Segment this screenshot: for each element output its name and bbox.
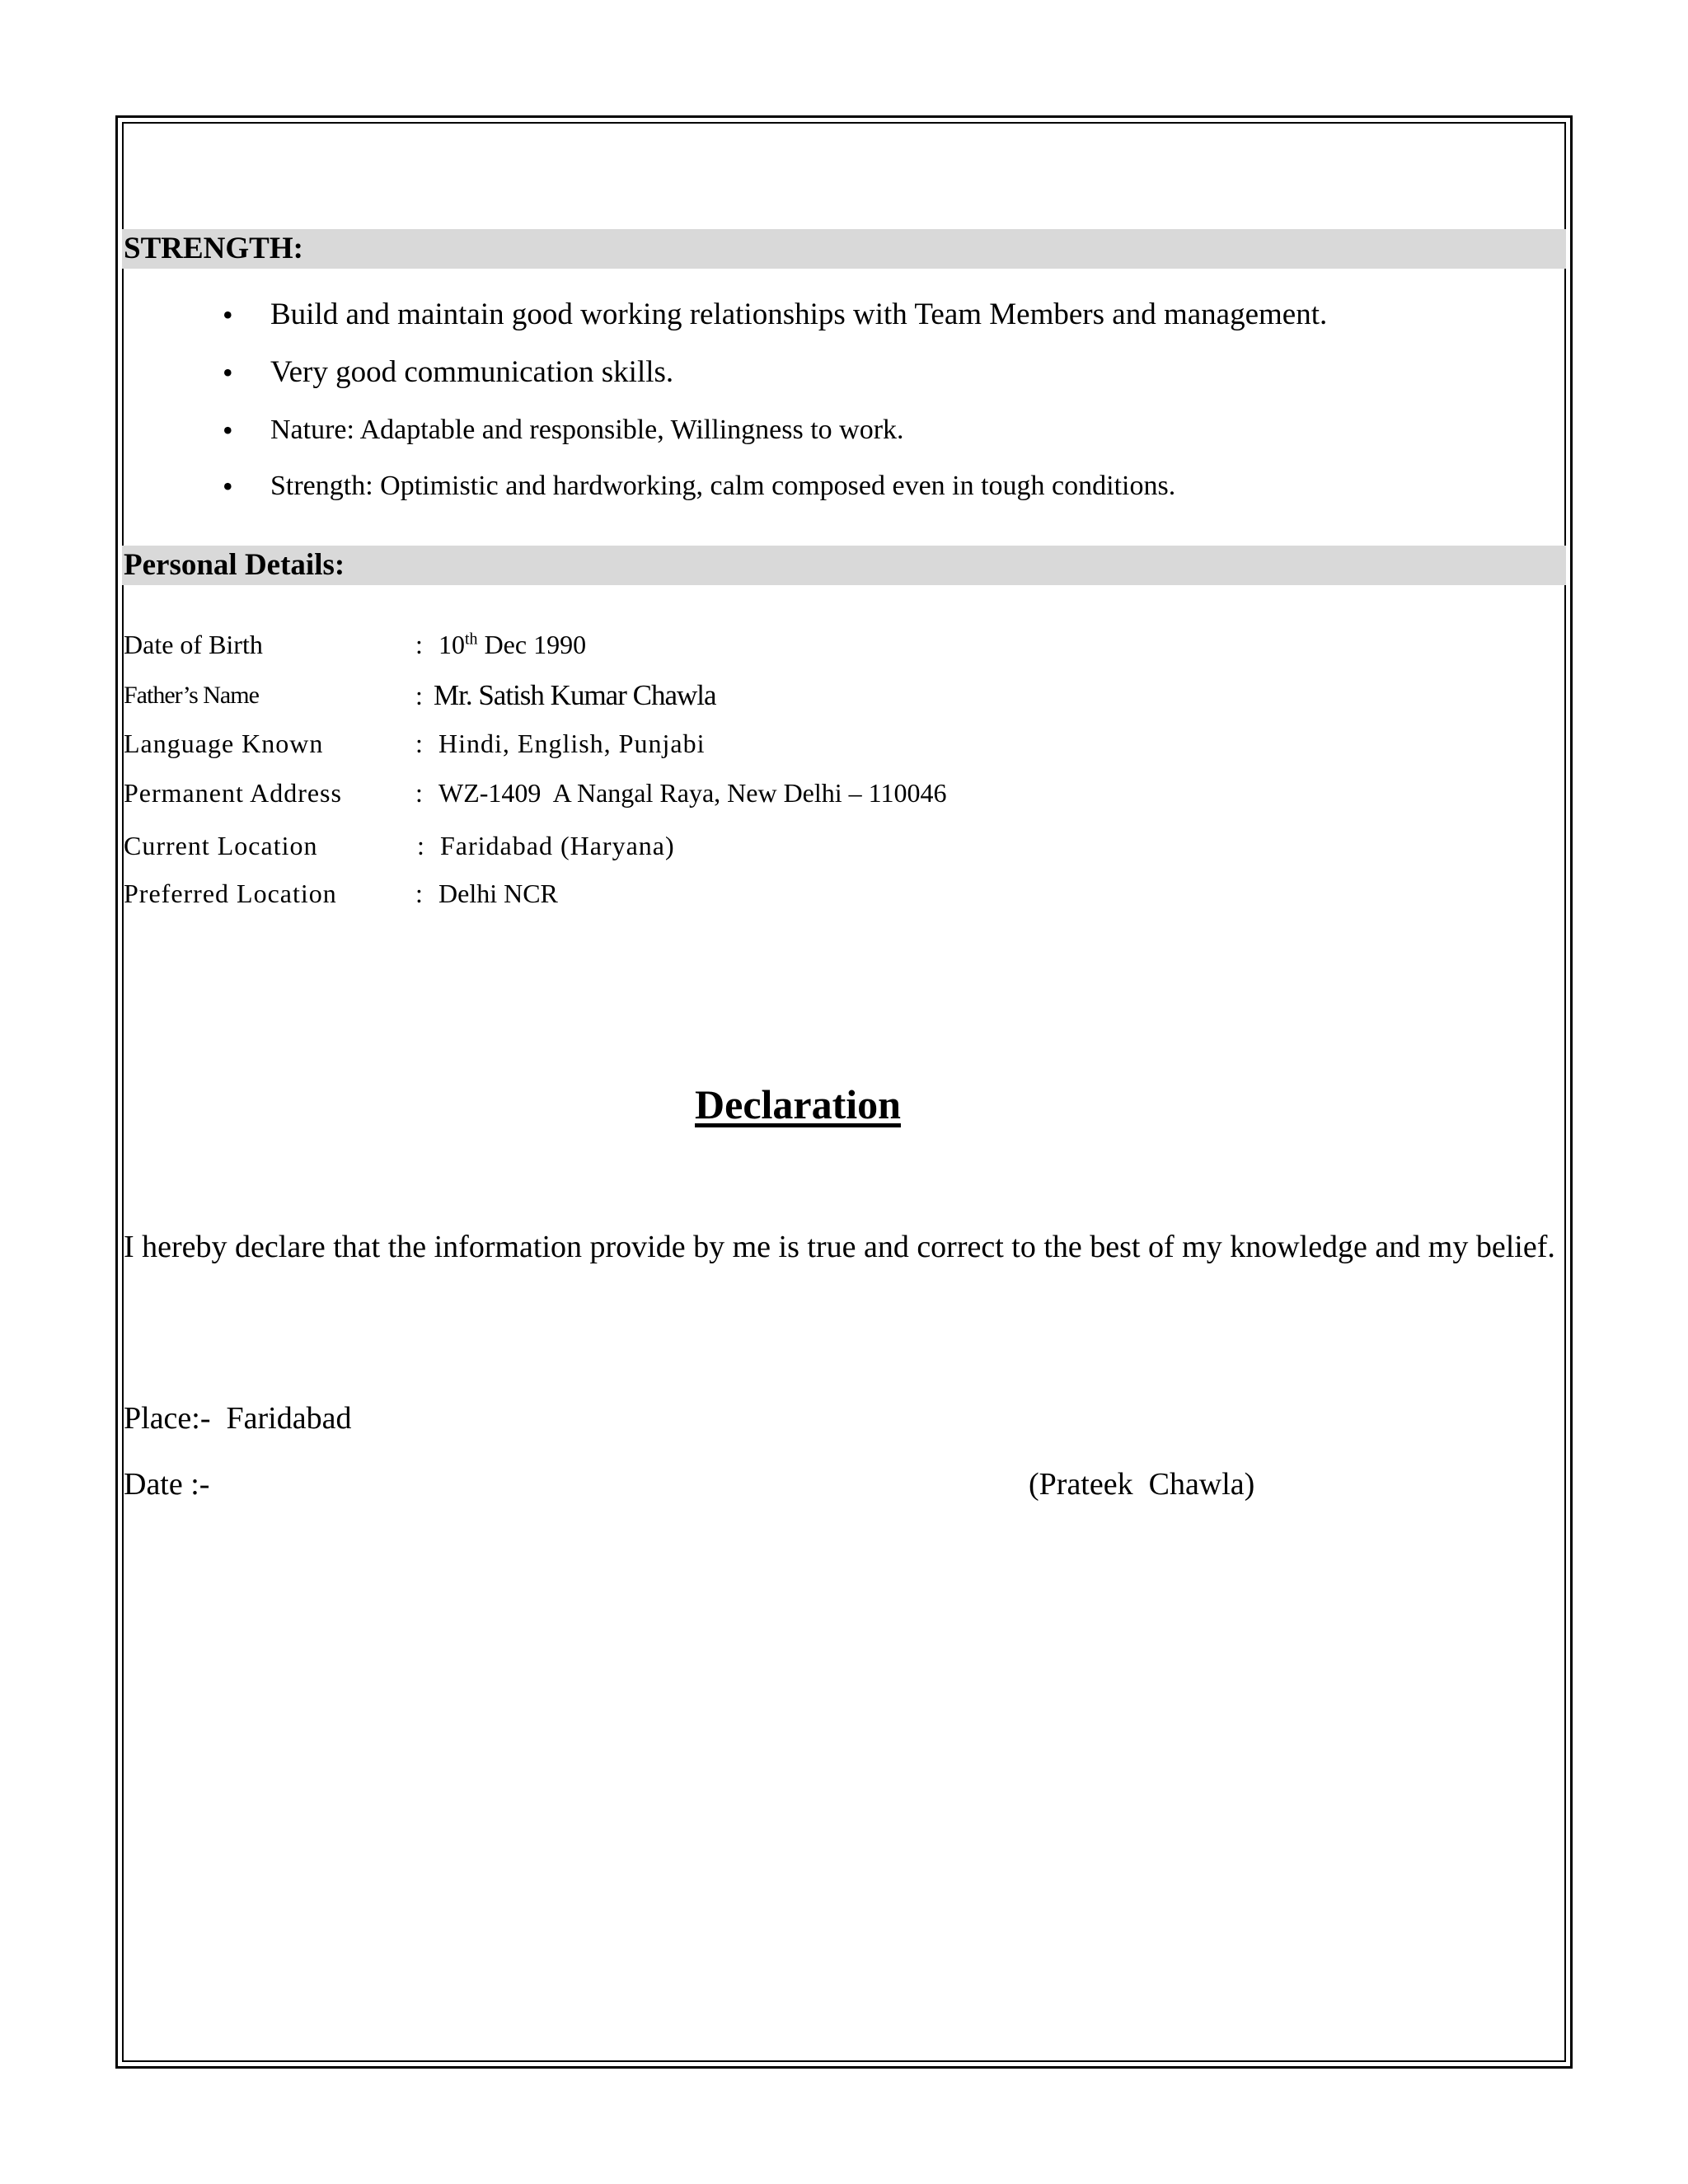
strength-heading: STRENGTH:: [122, 229, 1566, 269]
bullet-icon: •: [223, 298, 233, 331]
detail-label: Preferred Location: [124, 879, 337, 908]
detail-value: Faridabad (Haryana): [440, 831, 675, 860]
personal-details-heading: Personal Details:: [122, 546, 1566, 585]
strength-item-text: Nature: Adaptable and responsible, Willingness to work.: [270, 415, 904, 445]
detail-colon: :: [415, 630, 423, 659]
declaration-title: Declaration: [695, 1081, 901, 1127]
detail-colon: :: [417, 831, 424, 860]
detail-value: [438, 626, 586, 663]
detail-value: Hindi, English, Punjabi: [438, 729, 706, 758]
dob-day: 10: [438, 630, 465, 659]
dob-ordinal: th: [465, 630, 478, 649]
date-line: Date :-: [124, 1467, 210, 1502]
detail-label: Language Known: [124, 729, 324, 758]
signature-name: (Prateek Chawla): [1029, 1467, 1255, 1502]
place-line: Place:- Faridabad: [124, 1401, 352, 1436]
detail-colon: :: [415, 681, 423, 710]
detail-colon: :: [415, 879, 423, 908]
detail-label: Current Location: [124, 831, 318, 860]
bullet-icon: •: [223, 356, 233, 389]
strength-item-text: Strength: Optimistic and hardworking, calm composed even in tough conditions.: [270, 471, 1176, 501]
detail-label: Date of Birth: [124, 630, 263, 659]
detail-value: Mr. Satish Kumar Chawla: [434, 679, 716, 711]
strength-item-text: Build and maintain good working relationships with Team Members and management.: [270, 298, 1328, 331]
bullet-icon: •: [223, 414, 233, 447]
detail-value: Delhi NCR: [438, 879, 558, 908]
detail-label: Father’s Name: [124, 682, 259, 709]
detail-value: WZ-1409 A Nangal Raya, New Delhi – 110046: [438, 778, 947, 808]
detail-colon: :: [415, 729, 423, 758]
declaration-text: I hereby declare that the information provide by me is true and correct to the best of my knowledge and my belief.: [124, 1230, 1555, 1264]
dob-month-year: Dec 1990: [477, 630, 587, 659]
detail-label: Permanent Address: [124, 778, 342, 808]
bullet-icon: •: [223, 470, 233, 503]
detail-colon: :: [415, 778, 423, 808]
strength-item-text: Very good communication skills.: [270, 355, 674, 389]
